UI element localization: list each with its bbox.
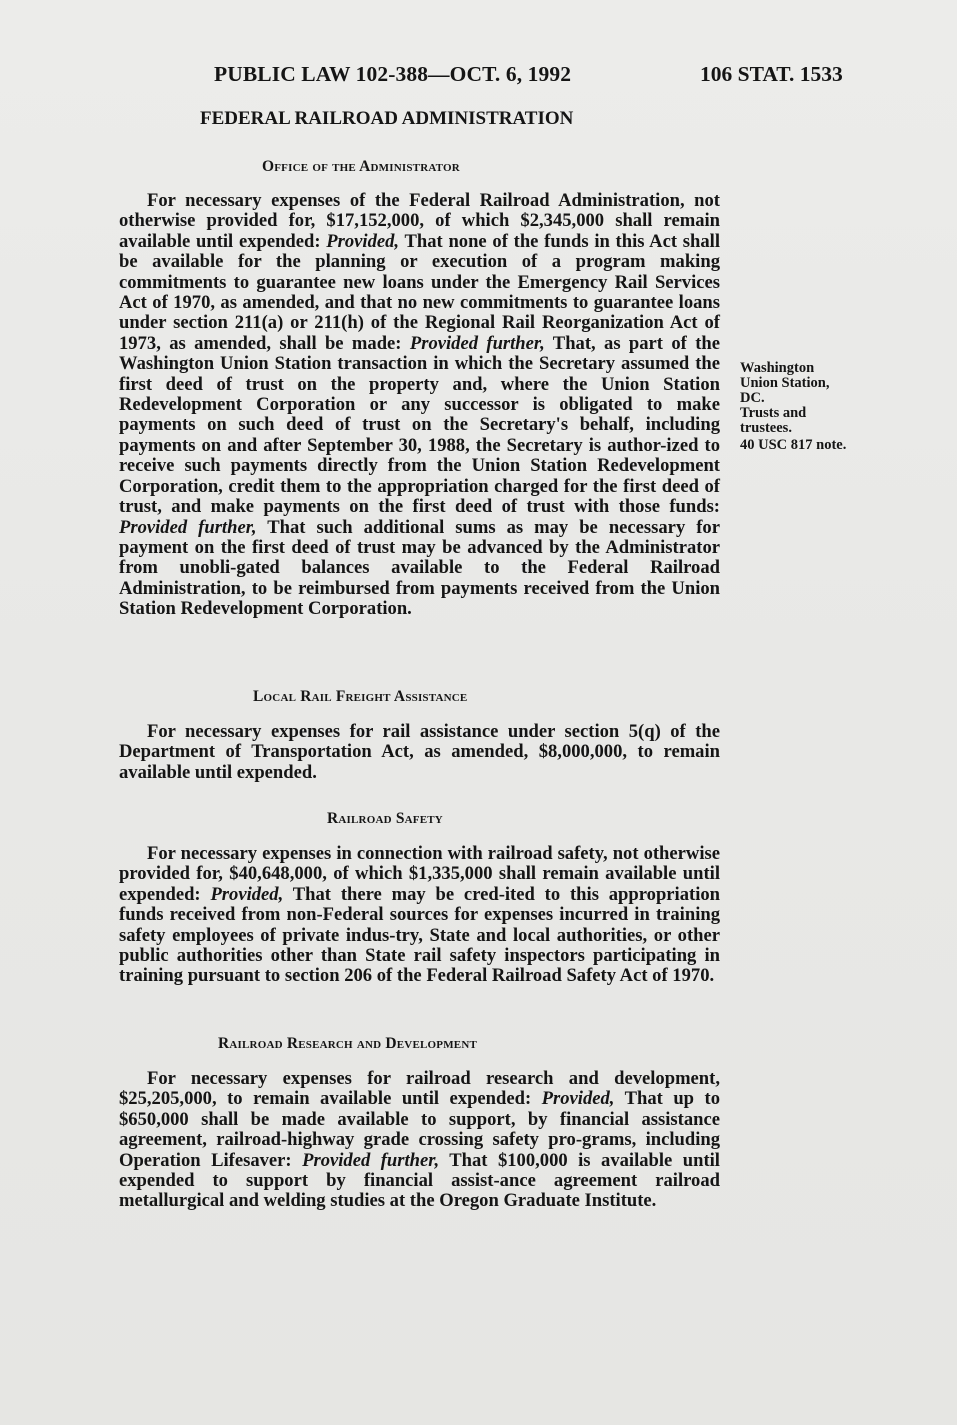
section-heading-local-rail-freight-assistance: Local Rail Freight Assistance [253, 688, 468, 705]
paragraph-railroad-safety [119, 844, 720, 987]
running-header-page-number: 106 STAT. 1533 [700, 62, 843, 86]
agency-title: FEDERAL RAILROAD ADMINISTRATION [200, 108, 574, 129]
section-heading-railroad-research-development: Railroad Research and Development [218, 1035, 477, 1052]
proviso-italic: Provided, [541, 1088, 615, 1110]
section-heading-railroad-safety: Railroad Safety [327, 810, 443, 827]
paragraph-text: For necessary expenses in connection with railroad safety, not otherwise provided for, $40,648,000, of which $1,335,000 shall remain available until expended: [119, 843, 720, 905]
margin-note-line: DC. [740, 390, 765, 406]
paragraph-text: That, as part of the Washington Union Station transaction in which the Secretary assumed the first deed of trust on the property and, where the Union Station Redevelopment Corporation or any successor is obligated to make payments on such deed of trust on the Secretary's behalf, including payments on and after September 30, 1988, the Secretary is author-ized to receive such payments directly from the Union Station Redevelopment Corporation, credit them to the appropriation charged for the first deed of trust, and make payments on the first deed of trust with those funds: [119, 332, 720, 518]
paragraph-text: For necessary expenses for railroad research and development, $25,205,000, to remain available until expended: [119, 1068, 720, 1110]
paragraph-text: For necessary expenses of the Federal Railroad Administration, not otherwise provided for, $17,152,000, of which $2,345,000 shall remain available until expended: [119, 190, 720, 252]
margin-note-line: trustees. [740, 420, 792, 436]
margin-note-line: Union Station, [740, 375, 830, 391]
margin-note-line: Washington [740, 360, 815, 376]
proviso-italic: Provided, [326, 230, 400, 252]
paragraph-local-rail-freight-assistance [119, 722, 720, 783]
margin-note-line: 40 USC 817 note. [740, 437, 847, 453]
proviso-italic: Provided further, [119, 516, 257, 538]
margin-note-line: Trusts and [740, 405, 807, 421]
margin-note-trusts [740, 406, 806, 436]
proviso-italic: Provided, [210, 883, 284, 905]
paragraph-text: That none of the funds in this Act shall be available for the planning or execution of a program making commitments to guarantee new loans under the Emergency Rail Services Act of 1970, as amended, and that no new commitments to guarantee loans under section 211(a) or 211(h) of the Regional Rail Reorganization Act of 1973, as amended, shall be made: [119, 230, 720, 354]
running-header-law: PUBLIC LAW 102-388—OCT. 6, 1992 [214, 62, 572, 86]
proviso-italic: Provided further, [409, 332, 545, 354]
paragraph-text: That $100,000 is available until expended to support by financial assist-ance agreement railroad metallurgical and welding studies at the Oregon Graduate Institute. [119, 1149, 720, 1212]
paragraph-text: That there may be cred-ited to this appropriation funds received from non-Federal sources for expenses incurred in training safety employees of private indus-try, State and local authorities, or other public authorities other than State rail safety inspectors participating in training pursuant to section 206 of the Federal Railroad Safety Act of 1970. [119, 883, 720, 987]
proviso-italic: Provided further, [302, 1149, 440, 1171]
paragraph-text: That such additional sums as may be necessary for payment on the first deed of trust may be advanced by the Administrator from unobli-gated balances available to the Federal Railroad Administration, to be reimbursed from payments received from the Union Station Redevelopment Corporation. [119, 516, 720, 620]
paragraph-office-of-administrator [119, 191, 720, 620]
paragraph-text: For necessary expenses for rail assistance under section 5(q) of the Department of Transportation Act, as amended, $8,000,000, to remain available until expended. [119, 721, 720, 783]
paragraph-text: That up to $650,000 shall be made available to support, by financial assistance agreement, railroad-highway grade crossing safety pro-grams, including Operation Lifesaver: [119, 1088, 721, 1171]
paragraph-railroad-research-development [119, 1069, 720, 1212]
margin-note-usc-citation [740, 438, 846, 453]
margin-note-washington-union-station [740, 361, 829, 406]
section-heading-office-of-administrator: Office of the Administrator [262, 158, 460, 175]
